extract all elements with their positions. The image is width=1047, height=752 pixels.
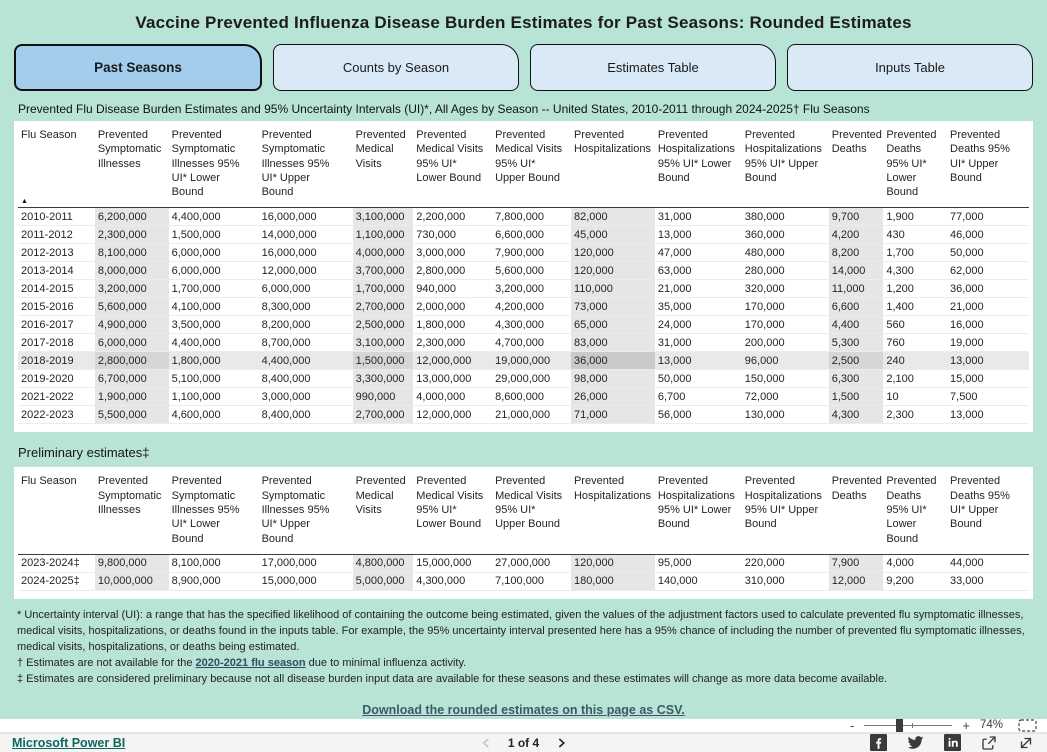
value-cell: 16,000,000 bbox=[259, 208, 353, 226]
column-header[interactable]: Flu Season ▲ bbox=[18, 123, 95, 208]
value-cell: 46,000 bbox=[947, 226, 1029, 244]
tab-counts-by-season[interactable] bbox=[273, 44, 519, 91]
value-cell: 130,000 bbox=[742, 406, 829, 424]
value-cell: 1,100,000 bbox=[169, 388, 259, 406]
value-cell: 10,000,000 bbox=[95, 572, 169, 590]
season-cell: 2017-2018 bbox=[18, 334, 95, 352]
value-cell: 110,000 bbox=[571, 280, 655, 298]
value-cell: 8,600,000 bbox=[492, 388, 571, 406]
value-cell: 72,000 bbox=[742, 388, 829, 406]
facebook-icon[interactable] bbox=[870, 734, 887, 751]
season-cell: 2023-2024‡ bbox=[18, 554, 95, 572]
value-cell: 310,000 bbox=[742, 572, 829, 590]
value-cell: 62,000 bbox=[947, 262, 1029, 280]
value-cell: 1,500 bbox=[829, 388, 884, 406]
value-cell: 6,700,000 bbox=[95, 370, 169, 388]
value-cell: 15,000,000 bbox=[413, 554, 492, 572]
value-cell: 77,000 bbox=[947, 208, 1029, 226]
value-cell: 320,000 bbox=[742, 280, 829, 298]
value-cell: 98,000 bbox=[571, 370, 655, 388]
value-cell: 16,000 bbox=[947, 316, 1029, 334]
value-cell: 4,200,000 bbox=[492, 298, 571, 316]
value-cell: 6,600,000 bbox=[492, 226, 571, 244]
column-header[interactable]: Prevented Hospitalizations 95% UI* Upper Bound bbox=[742, 469, 829, 554]
value-cell: 6,000,000 bbox=[95, 334, 169, 352]
season-cell: 2010-2011 bbox=[18, 208, 95, 226]
table-row[interactable] bbox=[18, 370, 1029, 388]
value-cell: 2,500 bbox=[829, 352, 884, 370]
value-cell: 430 bbox=[883, 226, 947, 244]
past-seasons-table-panel bbox=[14, 121, 1033, 432]
powerbi-brand-link[interactable]: Microsoft Power BI bbox=[12, 735, 126, 750]
value-cell: 13,000,000 bbox=[413, 370, 492, 388]
table-row[interactable] bbox=[18, 226, 1029, 244]
season-cell: 2013-2014 bbox=[18, 262, 95, 280]
value-cell: 7,900 bbox=[829, 554, 884, 572]
value-cell: 65,000 bbox=[571, 316, 655, 334]
value-cell: 21,000,000 bbox=[492, 406, 571, 424]
value-cell: 19,000 bbox=[947, 334, 1029, 352]
value-cell: 5,300 bbox=[829, 334, 884, 352]
value-cell: 2,700,000 bbox=[353, 406, 414, 424]
value-cell: 5,600,000 bbox=[95, 298, 169, 316]
value-cell: 1,800,000 bbox=[413, 316, 492, 334]
value-cell: 2,200,000 bbox=[413, 208, 492, 226]
value-cell: 2,300,000 bbox=[95, 226, 169, 244]
value-cell: 6,000,000 bbox=[169, 244, 259, 262]
value-cell: 29,000,000 bbox=[492, 370, 571, 388]
value-cell: 8,400,000 bbox=[259, 370, 353, 388]
footnote-dagger bbox=[17, 656, 1030, 672]
value-cell: 5,000,000 bbox=[353, 572, 414, 590]
value-cell: 1,500,000 bbox=[353, 352, 414, 370]
value-cell: 180,000 bbox=[571, 572, 655, 590]
footnote-double-dagger: ‡ Estimates are considered preliminary because not all disease burden input data are available for these seasons and these estimates will change as more data become available. bbox=[17, 672, 888, 685]
value-cell: 1,100,000 bbox=[353, 226, 414, 244]
season-cell: 2014-2015 bbox=[18, 280, 95, 298]
value-cell: 4,200 bbox=[829, 226, 884, 244]
social-bar bbox=[870, 734, 1035, 752]
value-cell: 71,000 bbox=[571, 406, 655, 424]
table-row[interactable] bbox=[18, 554, 1029, 572]
column-header[interactable]: Prevented Hospitalizations 95% UI* Lower Bound bbox=[655, 469, 742, 554]
value-cell: 3,100,000 bbox=[353, 208, 414, 226]
value-cell: 4,600,000 bbox=[169, 406, 259, 424]
value-cell: 47,000 bbox=[655, 244, 742, 262]
value-cell: 12,000,000 bbox=[259, 262, 353, 280]
value-cell: 26,000 bbox=[571, 388, 655, 406]
fit-to-page-icon[interactable] bbox=[1018, 719, 1037, 732]
season-cell: 2016-2017 bbox=[18, 316, 95, 334]
value-cell: 2,500,000 bbox=[353, 316, 414, 334]
column-header[interactable]: Prevented Symptomatic Illnesses bbox=[95, 469, 169, 554]
value-cell: 6,000,000 bbox=[169, 262, 259, 280]
value-cell: 3,000,000 bbox=[259, 388, 353, 406]
value-cell: 4,400,000 bbox=[169, 208, 259, 226]
column-header[interactable]: Prevented Symptomatic Illnesses 95% UI* Lower Bound bbox=[169, 123, 259, 208]
value-cell: 220,000 bbox=[742, 554, 829, 572]
zoom-slider-handle[interactable] bbox=[896, 719, 903, 732]
table-subtitle: Prevented Flu Disease Burden Estimates and 95% Uncertainty Intervals (UI)*, All Ages by Season -- United States, 2010-2011 through 2024-2025† Flu Seasons bbox=[18, 102, 870, 116]
value-cell: 9,800,000 bbox=[95, 554, 169, 572]
value-cell: 990,000 bbox=[353, 388, 414, 406]
season-cell: 2012-2013 bbox=[18, 244, 95, 262]
download-csv-link[interactable]: Download the rounded estimates on this page as CSV. bbox=[362, 702, 685, 717]
zoom-slider-tick bbox=[912, 723, 913, 728]
value-cell: 1,700,000 bbox=[169, 280, 259, 298]
download-section bbox=[14, 701, 1033, 719]
value-cell: 27,000,000 bbox=[492, 554, 571, 572]
table-row[interactable] bbox=[18, 298, 1029, 316]
value-cell: 8,300,000 bbox=[259, 298, 353, 316]
column-header[interactable]: Prevented Deaths 95% UI* Upper Bound bbox=[947, 469, 1029, 554]
value-cell: 31,000 bbox=[655, 334, 742, 352]
zoom-level: 74% bbox=[980, 719, 1004, 732]
value-cell: 21,000 bbox=[947, 298, 1029, 316]
value-cell: 360,000 bbox=[742, 226, 829, 244]
value-cell: 4,400 bbox=[829, 316, 884, 334]
value-cell: 8,900,000 bbox=[169, 572, 259, 590]
value-cell: 480,000 bbox=[742, 244, 829, 262]
value-cell: 3,200,000 bbox=[492, 280, 571, 298]
value-cell: 21,000 bbox=[655, 280, 742, 298]
column-header[interactable]: Prevented Medical Visits 95% UI* Upper Bound bbox=[492, 123, 571, 208]
value-cell: 4,700,000 bbox=[492, 334, 571, 352]
tab-label: Estimates Table bbox=[607, 60, 699, 75]
value-cell: 1,500,000 bbox=[169, 226, 259, 244]
tab-estimates-table[interactable] bbox=[530, 44, 776, 91]
value-cell: 8,100,000 bbox=[169, 554, 259, 572]
share-icon[interactable] bbox=[980, 734, 998, 752]
value-cell: 6,300 bbox=[829, 370, 884, 388]
value-cell: 4,000,000 bbox=[413, 388, 492, 406]
value-cell: 8,200,000 bbox=[259, 316, 353, 334]
value-cell: 56,000 bbox=[655, 406, 742, 424]
value-cell: 12,000 bbox=[829, 572, 884, 590]
value-cell: 8,000,000 bbox=[95, 262, 169, 280]
footnote-uncertainty: * Uncertainty interval (UI): a range that has the specified likelihood of containing the outcome being estimated, given the values of the adjustment factors used to calculate prevented flu symptomatic illnesses, medical visits, hospitalizations, or deaths found in the inputs table. For example, the 95% uncertainty interval presented here has a 95% chance of including the number of prevented flu symptomatic illnesses, medical visits, hospitalizations, or deaths being estimated. bbox=[17, 608, 1025, 653]
page-indicator: 1 of 4 bbox=[507, 735, 540, 750]
value-cell: 83,000 bbox=[571, 334, 655, 352]
column-header[interactable]: Flu Season bbox=[18, 469, 95, 554]
value-cell: 19,000,000 bbox=[492, 352, 571, 370]
value-cell: 1,200 bbox=[883, 280, 947, 298]
value-cell: 8,200 bbox=[829, 244, 884, 262]
table-row[interactable] bbox=[18, 406, 1029, 424]
value-cell: 4,300,000 bbox=[492, 316, 571, 334]
value-cell: 4,400,000 bbox=[169, 334, 259, 352]
value-cell: 50,000 bbox=[947, 244, 1029, 262]
table-row[interactable] bbox=[18, 244, 1029, 262]
value-cell: 8,700,000 bbox=[259, 334, 353, 352]
value-cell: 1,400 bbox=[883, 298, 947, 316]
chevron-left-icon[interactable] bbox=[480, 737, 492, 749]
value-cell: 7,800,000 bbox=[492, 208, 571, 226]
twitter-icon[interactable] bbox=[906, 734, 925, 751]
value-cell: 9,200 bbox=[883, 572, 947, 590]
value-cell: 120,000 bbox=[571, 262, 655, 280]
footnote-text: † Estimates are not available for the bbox=[17, 656, 196, 669]
value-cell: 50,000 bbox=[655, 370, 742, 388]
value-cell: 4,300,000 bbox=[413, 572, 492, 590]
value-cell: 150,000 bbox=[742, 370, 829, 388]
preliminary-estimates-label: Preliminary estimates‡ bbox=[18, 445, 150, 461]
value-cell: 35,000 bbox=[655, 298, 742, 316]
column-header[interactable]: Prevented Deaths bbox=[829, 469, 884, 554]
value-cell: 6,000,000 bbox=[259, 280, 353, 298]
value-cell: 73,000 bbox=[571, 298, 655, 316]
sort-ascending-icon: ▲ bbox=[21, 198, 28, 206]
value-cell: 2,700,000 bbox=[353, 298, 414, 316]
value-cell: 31,000 bbox=[655, 208, 742, 226]
value-cell: 2,800,000 bbox=[413, 262, 492, 280]
value-cell: 95,000 bbox=[655, 554, 742, 572]
column-header[interactable]: Prevented Medical Visits bbox=[353, 469, 414, 554]
value-cell: 940,000 bbox=[413, 280, 492, 298]
value-cell: 7,100,000 bbox=[492, 572, 571, 590]
value-cell: 63,000 bbox=[655, 262, 742, 280]
value-cell: 5,600,000 bbox=[492, 262, 571, 280]
column-header[interactable]: Prevented Hospitalizations 95% UI* Upper Bound bbox=[742, 123, 829, 208]
value-cell: 3,000,000 bbox=[413, 244, 492, 262]
value-cell: 2,100 bbox=[883, 370, 947, 388]
value-cell: 15,000 bbox=[947, 370, 1029, 388]
value-cell: 4,000 bbox=[883, 554, 947, 572]
zoom-slider[interactable] bbox=[864, 719, 952, 732]
powerbi-footer bbox=[0, 733, 1047, 752]
column-header[interactable]: Prevented Medical Visits bbox=[353, 123, 414, 208]
value-cell: 1,700,000 bbox=[353, 280, 414, 298]
tab-label: Inputs Table bbox=[875, 60, 945, 75]
value-cell: 7,900,000 bbox=[492, 244, 571, 262]
value-cell: 15,000,000 bbox=[259, 572, 353, 590]
tab-inputs-table[interactable] bbox=[787, 44, 1033, 91]
table-row[interactable] bbox=[18, 262, 1029, 280]
value-cell: 2,000,000 bbox=[413, 298, 492, 316]
value-cell: 240 bbox=[883, 352, 947, 370]
preliminary-estimates-table bbox=[18, 469, 1029, 590]
value-cell: 13,000 bbox=[947, 406, 1029, 424]
column-header[interactable]: Prevented Symptomatic Illnesses 95% UI* Lower Bound bbox=[169, 469, 259, 554]
column-header[interactable]: Prevented Hospitalizations bbox=[571, 469, 655, 554]
footnote-text: due to minimal influenza activity. bbox=[305, 656, 467, 669]
value-cell: 16,000,000 bbox=[259, 244, 353, 262]
value-cell: 280,000 bbox=[742, 262, 829, 280]
table-row[interactable] bbox=[18, 334, 1029, 352]
value-cell: 12,000,000 bbox=[413, 406, 492, 424]
column-header[interactable]: Prevented Deaths 95% UI* Lower Bound bbox=[883, 123, 947, 208]
past-seasons-table bbox=[18, 123, 1029, 424]
season-cell: 2022-2023 bbox=[18, 406, 95, 424]
value-cell: 14,000,000 bbox=[259, 226, 353, 244]
page-title: Vaccine Prevented Influenza Disease Burden Estimates for Past Seasons: Rounded Estimates bbox=[135, 13, 912, 32]
value-cell: 4,900,000 bbox=[95, 316, 169, 334]
value-cell: 1,700 bbox=[883, 244, 947, 262]
tab-past-seasons[interactable] bbox=[14, 44, 262, 91]
column-header[interactable]: Prevented Medical Visits 95% UI* Upper Bound bbox=[492, 469, 571, 554]
column-header[interactable]: Prevented Hospitalizations bbox=[571, 123, 655, 208]
column-header[interactable]: Prevented Deaths 95% UI* Upper Bound bbox=[947, 123, 1029, 208]
value-cell: 380,000 bbox=[742, 208, 829, 226]
value-cell: 170,000 bbox=[742, 316, 829, 334]
value-cell: 5,500,000 bbox=[95, 406, 169, 424]
column-header[interactable]: Prevented Symptomatic Illnesses bbox=[95, 123, 169, 208]
fullscreen-icon[interactable] bbox=[1017, 734, 1035, 752]
table-row[interactable] bbox=[18, 208, 1029, 226]
value-cell: 3,700,000 bbox=[353, 262, 414, 280]
value-cell: 6,700 bbox=[655, 388, 742, 406]
column-header[interactable]: Prevented Medical Visits 95% UI* Lower Bound bbox=[413, 469, 492, 554]
season-cell: 2024-2025‡ bbox=[18, 572, 95, 590]
value-cell: 1,900,000 bbox=[95, 388, 169, 406]
value-cell: 760 bbox=[883, 334, 947, 352]
value-cell: 8,400,000 bbox=[259, 406, 353, 424]
season-cell: 2018-2019 bbox=[18, 352, 95, 370]
value-cell: 17,000,000 bbox=[259, 554, 353, 572]
season-cell: 2011-2012 bbox=[18, 226, 95, 244]
season-cell: 2015-2016 bbox=[18, 298, 95, 316]
value-cell: 12,000,000 bbox=[413, 352, 492, 370]
preliminary-table-panel bbox=[14, 467, 1033, 598]
tab-bar bbox=[14, 44, 1033, 91]
value-cell: 6,200,000 bbox=[95, 208, 169, 226]
value-cell: 4,300 bbox=[829, 406, 884, 424]
value-cell: 4,000,000 bbox=[353, 244, 414, 262]
value-cell: 3,100,000 bbox=[353, 334, 414, 352]
value-cell: 13,000 bbox=[655, 352, 742, 370]
chevron-right-icon[interactable] bbox=[555, 737, 567, 749]
value-cell: 96,000 bbox=[742, 352, 829, 370]
zoom-out-button[interactable]: - bbox=[850, 717, 855, 733]
value-cell: 36,000 bbox=[947, 280, 1029, 298]
value-cell: 11,000 bbox=[829, 280, 884, 298]
footnotes bbox=[17, 608, 1030, 688]
zoom-toolbar bbox=[0, 719, 1047, 733]
table-row[interactable] bbox=[18, 352, 1029, 370]
value-cell: 13,000 bbox=[655, 226, 742, 244]
value-cell: 44,000 bbox=[947, 554, 1029, 572]
tab-label: Past Seasons bbox=[94, 60, 182, 75]
zoom-in-button[interactable]: + bbox=[962, 717, 970, 733]
value-cell: 14,000 bbox=[829, 262, 884, 280]
value-cell: 2,800,000 bbox=[95, 352, 169, 370]
value-cell: 10 bbox=[883, 388, 947, 406]
season-cell: 2019-2020 bbox=[18, 370, 95, 388]
value-cell: 24,000 bbox=[655, 316, 742, 334]
value-cell: 36,000 bbox=[571, 352, 655, 370]
table-row[interactable] bbox=[18, 388, 1029, 406]
value-cell: 560 bbox=[883, 316, 947, 334]
value-cell: 140,000 bbox=[655, 572, 742, 590]
column-header[interactable]: Prevented Medical Visits 95% UI* Lower Bound bbox=[413, 123, 492, 208]
value-cell: 3,300,000 bbox=[353, 370, 414, 388]
value-cell: 5,100,000 bbox=[169, 370, 259, 388]
value-cell: 3,200,000 bbox=[95, 280, 169, 298]
season-cell: 2021-2022 bbox=[18, 388, 95, 406]
linkedin-icon[interactable] bbox=[944, 734, 961, 751]
value-cell: 9,700 bbox=[829, 208, 884, 226]
flu-season-2020-2021-link[interactable]: 2020-2021 flu season bbox=[195, 656, 306, 669]
value-cell: 82,000 bbox=[571, 208, 655, 226]
header-row bbox=[18, 123, 1029, 208]
value-cell: 2,300 bbox=[883, 406, 947, 424]
value-cell: 33,000 bbox=[947, 572, 1029, 590]
tab-label: Counts by Season bbox=[342, 60, 450, 75]
table-row[interactable] bbox=[18, 572, 1029, 590]
page-navigation bbox=[480, 736, 567, 750]
value-cell: 1,800,000 bbox=[169, 352, 259, 370]
value-cell: 730,000 bbox=[413, 226, 492, 244]
value-cell: 170,000 bbox=[742, 298, 829, 316]
column-header[interactable]: Prevented Symptomatic Illnesses 95% UI* Upper Bound bbox=[259, 469, 353, 554]
column-header[interactable]: Prevented Symptomatic Illnesses 95% UI* Upper Bound bbox=[259, 123, 353, 208]
value-cell: 4,800,000 bbox=[353, 554, 414, 572]
value-cell: 2,300,000 bbox=[413, 334, 492, 352]
column-header[interactable]: Prevented Hospitalizations 95% UI* Lower Bound bbox=[655, 123, 742, 208]
value-cell: 120,000 bbox=[571, 244, 655, 262]
header-row bbox=[18, 469, 1029, 554]
table-row[interactable] bbox=[18, 316, 1029, 334]
value-cell: 120,000 bbox=[571, 554, 655, 572]
value-cell: 4,400,000 bbox=[259, 352, 353, 370]
value-cell: 3,500,000 bbox=[169, 316, 259, 334]
value-cell: 4,300 bbox=[883, 262, 947, 280]
value-cell: 6,600 bbox=[829, 298, 884, 316]
value-cell: 45,000 bbox=[571, 226, 655, 244]
value-cell: 7,500 bbox=[947, 388, 1029, 406]
value-cell: 13,000 bbox=[947, 352, 1029, 370]
value-cell: 4,100,000 bbox=[169, 298, 259, 316]
value-cell: 8,100,000 bbox=[95, 244, 169, 262]
value-cell: 200,000 bbox=[742, 334, 829, 352]
column-header[interactable]: Prevented Deaths 95% UI* Lower Bound bbox=[883, 469, 947, 554]
column-header[interactable]: Prevented Deaths bbox=[829, 123, 884, 208]
table-row[interactable] bbox=[18, 280, 1029, 298]
value-cell: 1,900 bbox=[883, 208, 947, 226]
